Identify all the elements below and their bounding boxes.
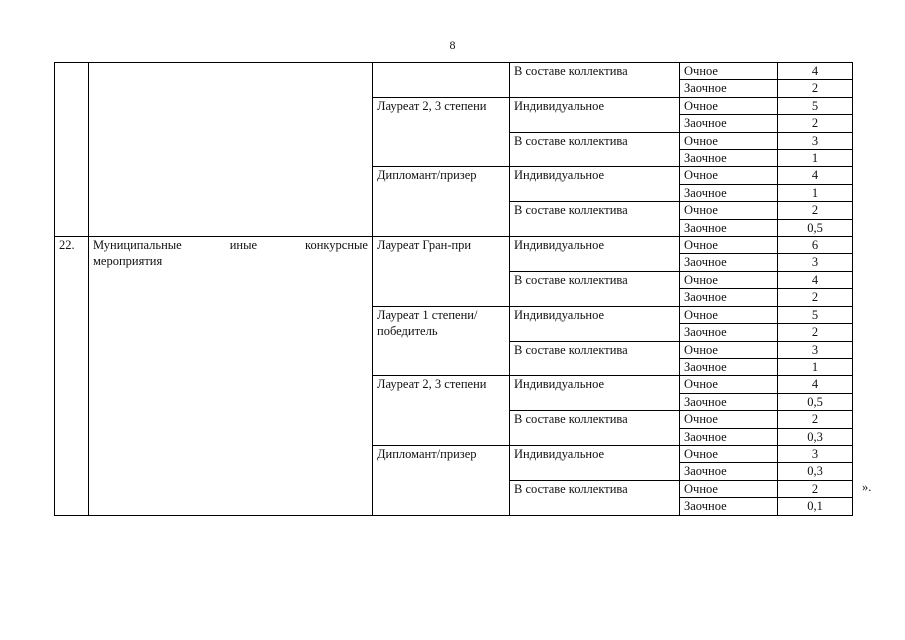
points-cell: 2 — [778, 480, 853, 497]
form-cell: Очное — [680, 271, 778, 288]
points-table — [54, 62, 853, 516]
points-cell: 0,3 — [778, 428, 853, 445]
form-cell: Заочное — [680, 80, 778, 97]
points-cell: 0,3 — [778, 463, 853, 480]
row-number: 22. — [55, 237, 89, 516]
points-cell: 6 — [778, 237, 853, 254]
participation-cell: В составе коллектива — [510, 480, 680, 515]
page-number: 8 — [449, 38, 456, 52]
table-row — [55, 63, 853, 80]
form-cell: Заочное — [680, 428, 778, 445]
participation-cell: Индивидуальное — [510, 237, 680, 272]
participation-cell: В составе коллектива — [510, 411, 680, 446]
event-name-cell-empty — [89, 63, 373, 237]
form-cell: Заочное — [680, 393, 778, 410]
form-cell: Очное — [680, 376, 778, 393]
participation-cell: Индивидуальное — [510, 167, 680, 202]
form-cell: Заочное — [680, 289, 778, 306]
title-cell: Лауреат 2, 3 степени — [373, 376, 510, 446]
points-cell: 2 — [778, 324, 853, 341]
number-cell-empty — [55, 63, 89, 237]
participation-cell: В составе коллектива — [510, 271, 680, 306]
table-row — [55, 237, 853, 254]
form-cell: Заочное — [680, 254, 778, 271]
points-cell: 3 — [778, 254, 853, 271]
participation-cell: Индивидуальное — [510, 306, 680, 341]
form-cell: Очное — [680, 480, 778, 497]
points-cell: 3 — [778, 445, 853, 462]
form-cell: Заочное — [680, 184, 778, 201]
form-cell: Очное — [680, 63, 778, 80]
form-cell: Очное — [680, 237, 778, 254]
points-cell: 3 — [778, 341, 853, 358]
event-name-line1: Муниципальные иные конкурсные — [93, 238, 368, 253]
form-cell: Очное — [680, 445, 778, 462]
title-cell — [373, 306, 510, 376]
points-cell: 4 — [778, 63, 853, 80]
form-cell: Очное — [680, 202, 778, 219]
points-cell: 2 — [778, 115, 853, 132]
points-cell: 0,5 — [778, 219, 853, 236]
form-cell: Заочное — [680, 463, 778, 480]
form-cell: Заочное — [680, 324, 778, 341]
participation-cell: В составе коллектива — [510, 202, 680, 237]
points-cell: 3 — [778, 132, 853, 149]
points-cell: 2 — [778, 80, 853, 97]
form-cell: Заочное — [680, 115, 778, 132]
points-cell: 1 — [778, 184, 853, 201]
points-cell: 5 — [778, 97, 853, 114]
participation-cell: Индивидуальное — [510, 97, 680, 132]
points-cell: 5 — [778, 306, 853, 323]
points-cell: 2 — [778, 289, 853, 306]
participation-cell: Индивидуальное — [510, 445, 680, 480]
points-cell: 4 — [778, 271, 853, 288]
participation-cell: В составе коллектива — [510, 132, 680, 167]
form-cell: Очное — [680, 306, 778, 323]
title-cell: Дипломант/призер — [373, 167, 510, 237]
points-cell: 4 — [778, 167, 853, 184]
form-cell: Заочное — [680, 498, 778, 515]
form-cell: Заочное — [680, 150, 778, 167]
title-cell-empty — [373, 63, 510, 98]
points-cell: 0,1 — [778, 498, 853, 515]
title-cell: Лауреат 2, 3 степени — [373, 97, 510, 167]
form-cell: Заочное — [680, 358, 778, 375]
points-cell: 4 — [778, 376, 853, 393]
participation-cell: Индивидуальное — [510, 376, 680, 411]
event-name-line2: мероприятия — [93, 254, 163, 269]
form-cell: Очное — [680, 167, 778, 184]
closing-quote-mark: ». — [862, 480, 872, 494]
form-cell: Очное — [680, 97, 778, 114]
points-cell: 1 — [778, 150, 853, 167]
form-cell: Очное — [680, 132, 778, 149]
title-line2: победитель — [377, 324, 438, 339]
event-name — [89, 237, 373, 516]
points-cell: 2 — [778, 202, 853, 219]
title-cell: Дипломант/призер — [373, 445, 510, 515]
title-line1: Лауреат 1 степени/ — [377, 307, 478, 322]
title-cell: Лауреат Гран-при — [373, 237, 510, 307]
form-cell: Заочное — [680, 219, 778, 236]
points-cell: 2 — [778, 411, 853, 428]
participation-cell: В составе коллектива — [510, 341, 680, 376]
points-cell: 1 — [778, 358, 853, 375]
form-cell: Очное — [680, 411, 778, 428]
form-cell: Очное — [680, 341, 778, 358]
participation-cell: В составе коллектива — [510, 63, 680, 98]
points-cell: 0,5 — [778, 393, 853, 410]
